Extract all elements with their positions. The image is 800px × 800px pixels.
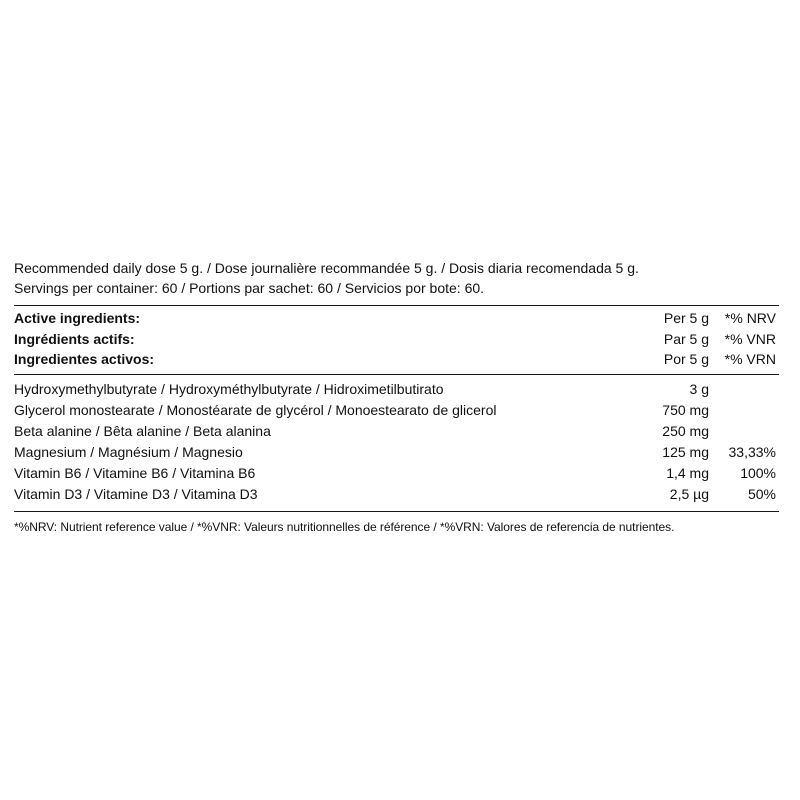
header-row-es	[14, 349, 786, 370]
ingredient-amount: 750 mg	[662, 401, 709, 418]
table-row	[14, 442, 786, 463]
ingredient-name: Hydroxymethylbutyrate / Hydroxyméthylbutyrate / Hidroximetilbutirato	[14, 380, 444, 397]
header-label-en: Active ingredients:	[14, 310, 141, 326]
ingredient-name: Glycerol monostearate / Monostéarate de glycérol / Monoestearato de glicerol	[14, 401, 497, 418]
header-amount-es: Por 5 g	[663, 351, 709, 367]
header-ref-fr: *% VNR	[724, 330, 776, 347]
header-label-fr: Ingrédients actifs:	[14, 330, 135, 347]
ingredients-table-body	[14, 375, 786, 511]
ingredient-ref-value: 50%	[747, 485, 776, 502]
table-row	[14, 400, 786, 421]
ingredient-amount: 3 g	[689, 380, 709, 397]
recommended-dose-text: Recommended daily dose 5 g. / Dose journalière recommandée 5 g. / Dosis diaria recomendada 5 g.	[14, 260, 639, 276]
table-row	[14, 421, 786, 442]
header-row-en	[14, 308, 786, 329]
header-ref-en: *% NRV	[724, 310, 776, 326]
ingredient-name: Beta alanine / Bêta alanine / Beta alanina	[14, 422, 271, 439]
ingredient-name: Vitamin B6 / Vitamine B6 / Vitamina B6	[14, 464, 256, 481]
header-amount-en: Per 5 g	[663, 310, 709, 326]
header-ref-es: *% VRN	[724, 351, 776, 367]
table-row	[14, 484, 786, 505]
ingredient-amount: 2,5 µg	[669, 485, 709, 502]
table-header	[14, 306, 786, 374]
table-row	[14, 379, 786, 400]
servings-per-container-text: Servings per container: 60 / Portions par sachet: 60 / Servicios por bote: 60.	[14, 280, 485, 296]
header-row-fr	[14, 329, 786, 350]
ingredient-ref-value: 100%	[740, 464, 776, 481]
header-label-es: Ingredientes activos:	[14, 351, 155, 367]
ingredient-amount: 1,4 mg	[666, 464, 709, 481]
ingredient-amount: 125 mg	[662, 443, 709, 460]
ingredient-amount: 250 mg	[662, 422, 709, 439]
supplement-facts-label	[14, 258, 786, 536]
ingredient-name: Magnesium / Magnésium / Magnesio	[14, 443, 243, 460]
ingredient-name: Vitamin D3 / Vitamine D3 / Vitamina D3	[14, 485, 258, 502]
reference-value-footnote: *%NRV: Nutrient reference value / *%VNR: Valeurs nutritionnelles de référence / *%VRN: Valores de referencia de nutrientes.	[14, 519, 675, 534]
header-amount-fr: Par 5 g	[663, 330, 709, 347]
table-row	[14, 463, 786, 484]
ingredient-ref-value: 33,33%	[728, 443, 776, 460]
